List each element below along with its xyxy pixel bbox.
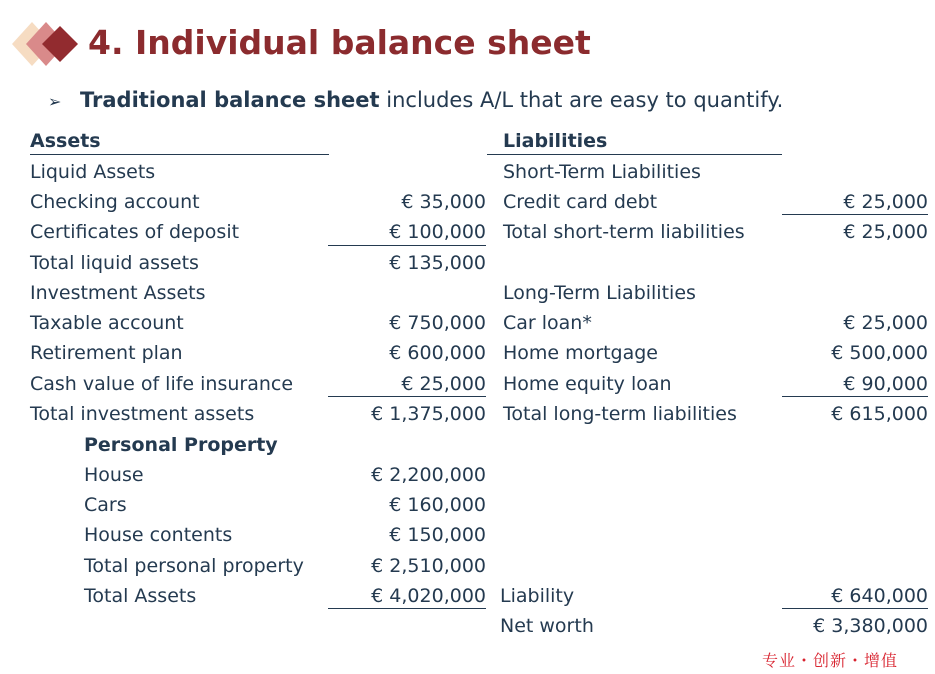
- assets-header: Assets: [30, 130, 101, 152]
- liabilities-header-underline: [487, 154, 782, 155]
- short-term-liabilities-heading: Short-Term Liabilities: [503, 161, 701, 183]
- net-worth-value: € 3,380,000: [813, 615, 928, 637]
- bullet-point: [48, 88, 783, 112]
- home-mortgage-value: € 500,000: [831, 342, 928, 364]
- liabilities-header: Liabilities: [503, 130, 608, 152]
- total-long-term-value: € 615,000: [831, 403, 928, 425]
- car-loan-label: Car loan*: [503, 312, 592, 334]
- total-long-term-label: Total long-term liabilities: [503, 403, 737, 425]
- certificates-of-deposit-value: € 100,000: [389, 221, 486, 243]
- life-insurance-value: € 25,000: [401, 373, 486, 395]
- home-equity-loan-label: Home equity loan: [503, 373, 672, 395]
- total-assets-value: € 4,020,000: [371, 585, 486, 607]
- short-term-subtotal-line: [782, 214, 928, 215]
- total-short-term-label: Total short-term liabilities: [503, 221, 745, 243]
- house-value: € 2,200,000: [371, 464, 486, 486]
- retirement-plan-label: Retirement plan: [30, 342, 183, 364]
- liquid-assets-heading: Liquid Assets: [30, 161, 156, 183]
- checking-account-value: € 35,000: [401, 191, 486, 213]
- taxable-account-label: Taxable account: [30, 312, 184, 334]
- long-term-subtotal-line: [782, 396, 928, 397]
- retirement-plan-value: € 600,000: [389, 342, 486, 364]
- net-worth-label: Net worth: [500, 615, 594, 637]
- home-mortgage-label: Home mortgage: [503, 342, 658, 364]
- arrow-bullet-icon: ➢: [48, 92, 62, 111]
- bullet-text: includes A/L that are easy to quantify.: [379, 88, 784, 112]
- investment-assets-heading: Investment Assets: [30, 282, 206, 304]
- total-liquid-assets-value: € 135,000: [389, 252, 486, 274]
- total-liquid-assets-label: Total liquid assets: [30, 252, 199, 274]
- logo-diamonds-icon: [8, 18, 82, 72]
- house-label: House: [84, 464, 144, 486]
- total-investment-assets-label: Total investment assets: [30, 403, 255, 425]
- credit-card-debt-value: € 25,000: [843, 191, 928, 213]
- taxable-account-value: € 750,000: [389, 312, 486, 334]
- liability-label: Liability: [500, 585, 575, 607]
- personal-property-heading: Personal Property: [84, 434, 278, 456]
- long-term-liabilities-heading: Long-Term Liabilities: [503, 282, 696, 304]
- car-loan-value: € 25,000: [843, 312, 928, 334]
- bullet-bold-text: Traditional balance sheet: [80, 88, 380, 112]
- checking-account-label: Checking account: [30, 191, 200, 213]
- cars-label: Cars: [84, 494, 127, 516]
- life-insurance-label: Cash value of life insurance: [30, 373, 294, 395]
- total-assets-label: Total Assets: [84, 585, 197, 607]
- cars-value: € 160,000: [389, 494, 486, 516]
- page-title: 4. Individual balance sheet: [88, 23, 591, 62]
- home-equity-loan-value: € 90,000: [843, 373, 928, 395]
- assets-header-underline: [30, 154, 329, 155]
- footer-slogan: 专业・创新・增值: [762, 651, 899, 670]
- liquid-subtotal-line: [328, 245, 486, 246]
- certificates-of-deposit-label: Certificates of deposit: [30, 221, 240, 243]
- liability-line: [782, 608, 928, 609]
- total-personal-property-value: € 2,510,000: [371, 555, 486, 577]
- liability-value: € 640,000: [831, 585, 928, 607]
- house-contents-label: House contents: [84, 524, 233, 546]
- house-contents-value: € 150,000: [389, 524, 486, 546]
- total-investment-assets-value: € 1,375,000: [371, 403, 486, 425]
- investment-subtotal-line: [328, 396, 486, 397]
- total-assets-line: [328, 608, 486, 609]
- total-short-term-value: € 25,000: [843, 221, 928, 243]
- credit-card-debt-label: Credit card debt: [503, 191, 658, 213]
- total-personal-property-label: Total personal property: [84, 555, 304, 577]
